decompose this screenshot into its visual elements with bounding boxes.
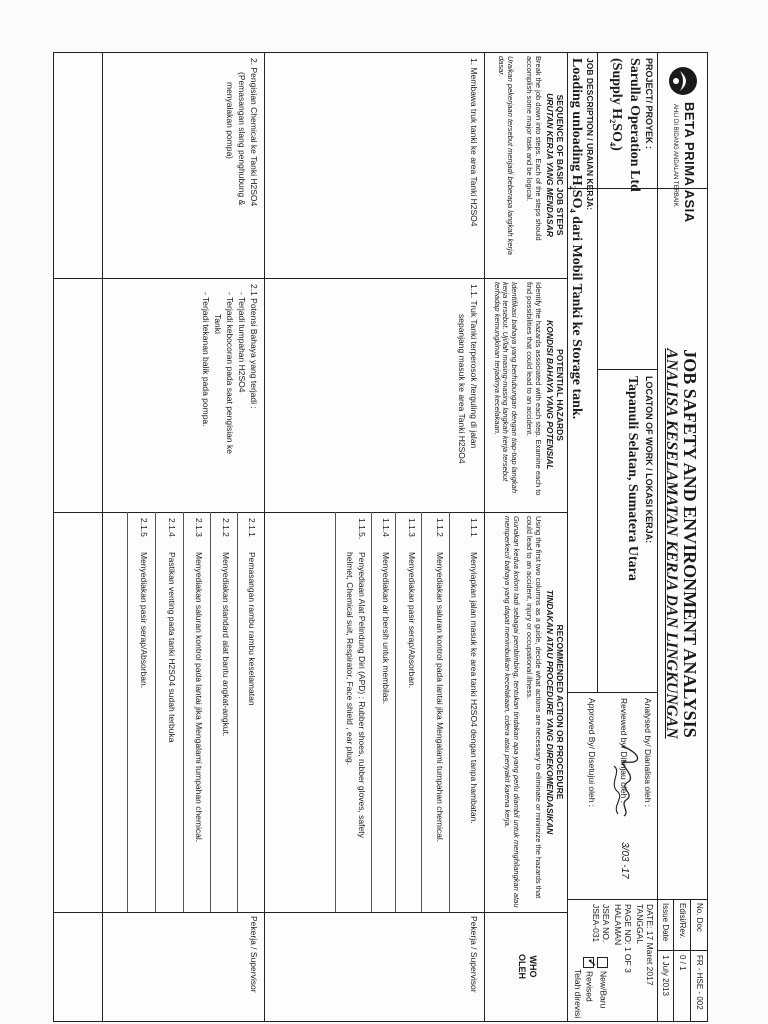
col4-subtitle: OLEH — [517, 953, 527, 979]
action-text: Menyediakan saluran kontrol pada lantai jika Mengalami tumpahan chemical. — [194, 552, 204, 843]
divider-jobdesc — [597, 52, 598, 692]
action-text: Menyediakan saluran kontrol pada lantai jika Mengalami tumpahan chemical. — [435, 552, 445, 843]
document-title: JOB SAFETY AND ENVIRONMENT ANALYSIS — [680, 349, 700, 738]
jsea-no-value: JSEA-031 — [591, 904, 601, 943]
approved-by-label: Approved By/ Disetujui oleh : — [587, 698, 597, 808]
step-2-hazard-line: - Terjadi tumpahan H2SO4 — [237, 292, 247, 393]
action-number: 1.1.5. — [357, 518, 367, 540]
telah-direvisi-label: Telah direvisi — [573, 969, 583, 1019]
divider-step-2 — [102, 52, 103, 1021]
action-line — [155, 512, 156, 912]
signature-icon — [602, 742, 648, 852]
action-line — [183, 512, 184, 912]
revised-checkbox[interactable] — [583, 957, 594, 968]
step-2-hazard-line: Tanki — [213, 314, 223, 334]
action-text: Menyediakan pasir serap/Absorban. — [407, 552, 417, 689]
col3-subtitle: TINDAKAN ATAU PROCEDURE YANG DIREKOMENDASIKAN — [545, 589, 555, 835]
issue-date-label: Issue Date — [661, 903, 670, 942]
company-tagline: AHLI DI BIDANG ANDALAN TERBAIK — [672, 104, 678, 207]
job-description-label: JOB DESCRIPTION / URAIAN KERJA: — [585, 58, 595, 211]
company-name: BETA PRIMA ASIA — [682, 102, 697, 223]
action-text: Menyediakan standard alat bantu angkat-angkut. — [221, 552, 231, 737]
divider-step-1 — [264, 52, 265, 1021]
action-line — [421, 512, 422, 912]
edisi-value: 0 / 1 — [678, 955, 687, 971]
action-line — [371, 512, 372, 912]
page-number: PAGE NO: 1 OF 3 — [623, 904, 633, 973]
action-text: Penyediaan Alat Pelindung Diri (APD) : Rubber shoes, rubber gloves, safety — [357, 552, 367, 838]
step-2-hazard-line: 2.1 Potensi Bahaya yang terjadi : — [249, 284, 259, 409]
tanggal-label: TANGGAL — [635, 904, 645, 944]
signature-date: 3/03 -17 — [619, 842, 630, 879]
project-name: Sarulla Operation Ltd — [627, 58, 642, 192]
divider-docinfo-1 — [690, 899, 691, 1021]
doc-no-value: FR - HSE - 002 — [695, 955, 704, 1010]
divider-meta — [568, 899, 658, 900]
document-subtitle: ANALISA KESELAMATAN KERJA DAN LINGKUNGAN — [663, 348, 680, 739]
location-label: LOCATON OF WORK / LOKASI KERJA: — [644, 376, 654, 544]
action-text: Menyiapkan jalan masuk ke area tanki H2SO4 dengan tanpa hambatan. — [469, 552, 479, 824]
project-label: PROJECT/ PROYEK : — [644, 58, 654, 150]
action-line — [395, 512, 396, 912]
action-number: 1.1.4 — [381, 518, 391, 537]
action-number: 1.1.1 — [469, 518, 479, 537]
action-line — [335, 512, 336, 912]
col1-title: SEQUENCE OF BASIC JOB STEPS — [555, 94, 565, 236]
col3-desc-id: Gunakan kedua kolom tadi sebagai pembimbing, tentukan tindakan apa yang perlu diambil untuk menghilangkan atau memperkecil bahaya yang dapat menimbulkan kecelakaan, cidera atau penyakit karena kerja. — [503, 516, 521, 908]
action-text: Menyediakan pasir serap/Absorban. — [139, 552, 149, 689]
new-option: New/Baru — [597, 957, 608, 1008]
divider-col-2 — [53, 512, 568, 513]
action-number: 2.1.1 — [247, 518, 257, 537]
col2-desc-id: Identifikasi bahaya yang berhubungan dengan tiap-tiap langkah kerja tersebut. Uji/lah masing-masing langkah kerja tersebut terhadap kemungkinan terjadinya kecelakaan. — [492, 282, 519, 493]
frame-bottom — [53, 52, 54, 1022]
col2-desc-en: Identify the hazards associated with each step. Examine each to find possibilities that could lead to an accident. — [525, 282, 543, 496]
action-number: 1.1.2 — [435, 518, 445, 537]
action-text: Pemasangan rambu rambu keselamatan — [247, 552, 257, 706]
edisi-label: Edisi/Rev. — [678, 903, 687, 939]
analysed-by-label: Analysed by/ Dianalisa oleh : — [643, 698, 653, 808]
col4-title: WHO — [528, 955, 538, 978]
divider-project — [598, 369, 658, 370]
frame-left — [53, 52, 708, 53]
action-text: Menyediakan air bersih untuk membilas. — [381, 552, 391, 705]
step-2-hazard-line: - Terjadi tekanan balik pada pompa. — [201, 292, 211, 427]
company-logo-icon — [666, 64, 700, 98]
location-value: Tapanuli Selatan, Sumatera Utara — [625, 376, 640, 581]
divider-docinfo — [658, 899, 708, 900]
step-2-hazard-line: - Terjadi kebocoran pada saat pengisian ke — [225, 292, 235, 454]
col1-desc-id: Uraikan pekerjaan tersebut menjadi beberapa langkah kerja dasar. — [497, 56, 515, 255]
col2-subtitle: KONDISI BAHAYA YANG POTENSIAL — [545, 320, 555, 470]
step-2-description-sub: (Pemasangan slang penghubung & — [237, 72, 247, 206]
halaman-label: HALAMAN — [613, 904, 623, 946]
action-number: 2.1.5 — [139, 518, 149, 537]
col2-title: POTENTIAL HAZARDS — [555, 349, 565, 441]
action-line — [449, 512, 450, 912]
step-1-hazard-line: 1.1. Truk Tanki terperosok /terguling di jalan — [469, 284, 479, 449]
action-text: Pastikan venting pada tanki H2SO4 sudah terbuka — [167, 552, 177, 743]
action-line — [237, 512, 238, 912]
action-line — [127, 512, 128, 912]
step-2-description-sub: menyalakan pompa) — [225, 82, 235, 160]
action-number: 1.1.3 — [407, 518, 417, 537]
divider-docinfo-col — [658, 950, 708, 951]
frame-right — [53, 1021, 708, 1022]
new-checkbox[interactable] — [597, 957, 608, 968]
col1-desc-en: Break the job down into steps. Each of the steps should accomplish some major task and be logical. — [525, 56, 543, 241]
divider-docinfo-2 — [673, 899, 674, 1021]
revised-option: ✓Revised — [583, 957, 594, 1002]
divider-approval — [568, 692, 658, 693]
col1-subtitle: URUTAN KERJA YANG MENDASAR — [545, 93, 555, 237]
issue-date-value: 1 July 2013 — [661, 955, 670, 996]
col3-title: RECOMMENDED ACTION OR PROCEDURE — [555, 624, 565, 800]
jsea-document — [53, 52, 708, 1022]
step-1-description: 1. Membawa truk tanki ke area Tanki H2SO4 — [469, 58, 479, 227]
date-value: DATE: 17 Maret 2017 — [645, 904, 655, 986]
action-number: 2.1.4 — [167, 518, 177, 537]
step-2-who: Pekerja / Supervisor — [249, 916, 259, 993]
divider-col-1 — [53, 278, 568, 279]
divider-col-3 — [53, 912, 568, 913]
jsea-no-label: JSEA NO. — [601, 904, 611, 943]
action-line — [210, 512, 211, 912]
divider-title-row — [657, 52, 658, 1021]
divider-col-header — [484, 52, 485, 1021]
reviewed-by-label: Reviewed by/ Ditinjau oleh : — [619, 698, 629, 803]
job-description-value: Loading unloading H₂SO₄ dari Mobil Tanki ke Storage tank. — [569, 58, 584, 420]
action-number: 2.1.2 — [221, 518, 231, 537]
action-text: helmet, Chemical suit, Respirator, Face shield , ear plug. — [345, 552, 355, 766]
step-1-hazard-line: sepanjang masuk ke area Tanki H2SO4 — [457, 314, 467, 464]
project-supply: (Supply H₂SO₄) — [609, 58, 624, 151]
frame-top — [707, 52, 708, 1022]
step-1-who: Pekerja / Supervisor — [469, 916, 479, 993]
col3-desc-en: Using the first two columns as a guide, decide what actions are necessary to eliminate or minimize the hazards that could lead to an accident, injury or occupational illness. — [525, 516, 543, 899]
action-number: 2.1.3 — [194, 518, 204, 537]
step-2-description: 2. Pengisian Chemical ke Tanki H2SO4 — [249, 58, 259, 207]
doc-no-label: No. Doc — [695, 903, 704, 932]
